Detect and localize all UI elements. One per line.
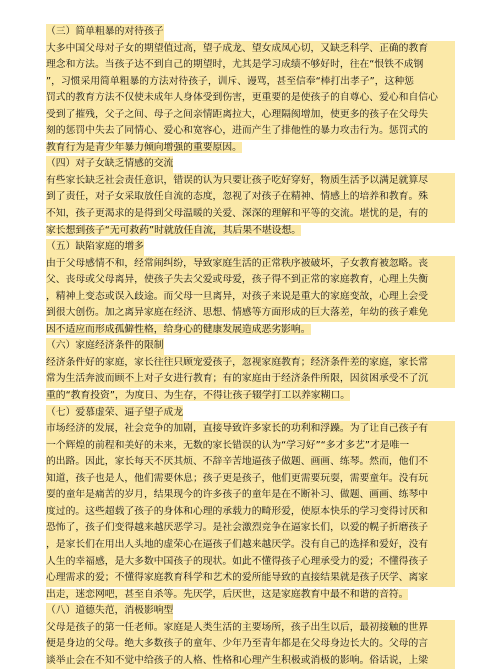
text-line: 到很大创伤。加之离异家庭在经济、思想、情感等方面形成的巨大落差，年幼的孩子难免 xyxy=(46,305,455,322)
text-line: 父母是孩子的第一任老师。家庭是人类生活的主要场所，孩子出生以后，最初接触的世界 xyxy=(46,620,455,637)
section-heading-8: （八）道德失范，消极影响型 xyxy=(46,603,455,620)
text-line: 经济条件好的家庭，家长往往只顾宠爱孩子，忽视家庭教育；经济条件差的家庭，家长常 xyxy=(46,355,455,372)
text-line: 不知，孩子更渴求的是得到父母温暖的关爱、深深的理解和平等的交流。堪忧的是，有的 xyxy=(46,206,455,223)
text-line: 市场经济的发展，社会竞争的加剧，直接导致许多家长的功利和浮躁。为了让自己孩子有 xyxy=(46,421,455,438)
text-line: 谈举止会在不知不觉中给孩子的人格、性格和心理产生积极或消极的影响。俗话说，上梁 xyxy=(46,653,455,669)
section-heading-5: （五）缺陷家庭的增多 xyxy=(46,239,455,256)
text-line: ，精神上变态或误入歧途。而父母一旦离异，对孩子来说是重大的家庭变故，心理上会受 xyxy=(46,289,455,306)
text-line: 因不适应而形成孤僻性格，给身心的健康发展造成恶劣影响。 xyxy=(46,323,311,335)
text-line: 教育行为是青少年暴力倾向增强的重要原因。 xyxy=(46,141,242,153)
text-line: 由于父母感情不和，经常闹纠纷，导致家庭生活的正常秩序被破坏，子女教育被忽略。丧 xyxy=(46,256,455,273)
text-line: 耍的童年是痛苦的岁月，结果现今的许多孩子的童年是在不断补习、做题、画画、练琴中 xyxy=(46,487,455,504)
text-line: 恐怖了，孩子们变得越来越厌恶学习。是社会激烈竞争在逼家长们，以爱的幌子折磨孩子 xyxy=(46,520,455,537)
text-line: 大多中国父母对子女的期望值过高，望子成龙、望女成凤心切，又缺乏科学、正确的教育 xyxy=(46,41,455,58)
text-line: 出走，迷恋网吧，甚至自杀等。先厌学，后厌世，这是家庭教育中最不和谐的音符。 xyxy=(46,588,409,600)
text-line: 知道，孩子也是人，他们需要休息；孩子更是孩子，他们更需要玩耍，需要童年。没有玩 xyxy=(46,471,455,488)
text-line: 一个辉煌的前程和美好的未来，无数的家长错误的认为“学习好”“多才多艺”才是唯一 xyxy=(46,438,455,455)
text-line: 度过的。这些超载了孩子的身体和心理的承载力的畸形爱，使原本快乐的学习变得讨厌和 xyxy=(46,504,455,521)
text-line: ”，习惯采用简单粗暴的方法对待孩子，训斥、谩骂，甚至信奉“棒打出孝子”，这种惩 xyxy=(46,74,455,91)
text-line: 到了责任，对子女采取放任自流的态度，忽视了对孩子在精神、情感上的培养和教育。殊 xyxy=(46,189,455,206)
text-line: 常为生活奔波而顾不上对子女进行教育；有的家庭由于经济条件所限，因贫困承受不了沉 xyxy=(46,371,455,388)
text-line: ，是家长们在用出人头地的虚荣心在逼孩子们越来越厌学。没有自己的选择和爱好，没有 xyxy=(46,537,455,554)
text-line: 刻的惩罚中失去了同情心、爱心和宽容心，进而产生了排他性的暴力攻击行为。惩罚式的 xyxy=(46,123,455,140)
text-line: 受到了摧残，父子之间、母子之间亲情距离拉大，心理隔阂增加，使更多的孩子在父母失 xyxy=(46,107,455,124)
text-line: 的出路。因此，家长每天不厌其烦、不辞辛苦地逼孩子做题、画画、练琴。然而，他们不 xyxy=(46,454,455,471)
text-line: 便是身边的父母。绝大多数孩子的童年、少年乃至青年都是在父母身边长大的。父母的言 xyxy=(46,636,455,653)
text-line: 父、丧母或父母离异，使孩子失去父爱或母爱，孩子得不到正常的家庭教育，心理上失衡 xyxy=(46,272,455,289)
section-heading-4: （四）对子女缺乏情感的交流 xyxy=(46,156,455,173)
section-heading-7: （七）爱慕虚荣、逼子望子成龙 xyxy=(46,405,455,422)
text-line: 人生的幸福感，是大多数中国孩子的现状。如此不懂得孩子心理承受力的爱；不懂得孩子 xyxy=(46,554,455,571)
text-line: 家长想到孩子“无可救药”时就放任自流，其后果不堪设想。 xyxy=(46,224,302,236)
section-heading-3: （三）简单粗暴的对待孩子 xyxy=(46,24,455,41)
section-heading-6: （六）家庭经济条件的限制 xyxy=(46,338,455,355)
text-line: 理念和方法。当孩子达不到自己的期望时，尤其是学习成绩不够好时，往在“恨铁不成钢 xyxy=(46,57,455,74)
text-line: 罚式的教育方法不仅使未成年人身体受到伤害，更重要的是使孩子的自尊心、爱心和自信心 xyxy=(46,90,455,107)
text-line: 有些家长缺乏社会责任意识，错误的认为只要让孩子吃好穿好，物质生活予以满足就算尽 xyxy=(46,173,455,190)
text-line: 心理需求的爱；不懂得家庭教育科学和艺术的爱所能导致的直接结果就是孩子厌学、离家 xyxy=(46,570,455,587)
text-line: 重的“教育投资”，为度日、为生存，不得让孩子辍学打工以养家糊口。 xyxy=(46,390,351,402)
